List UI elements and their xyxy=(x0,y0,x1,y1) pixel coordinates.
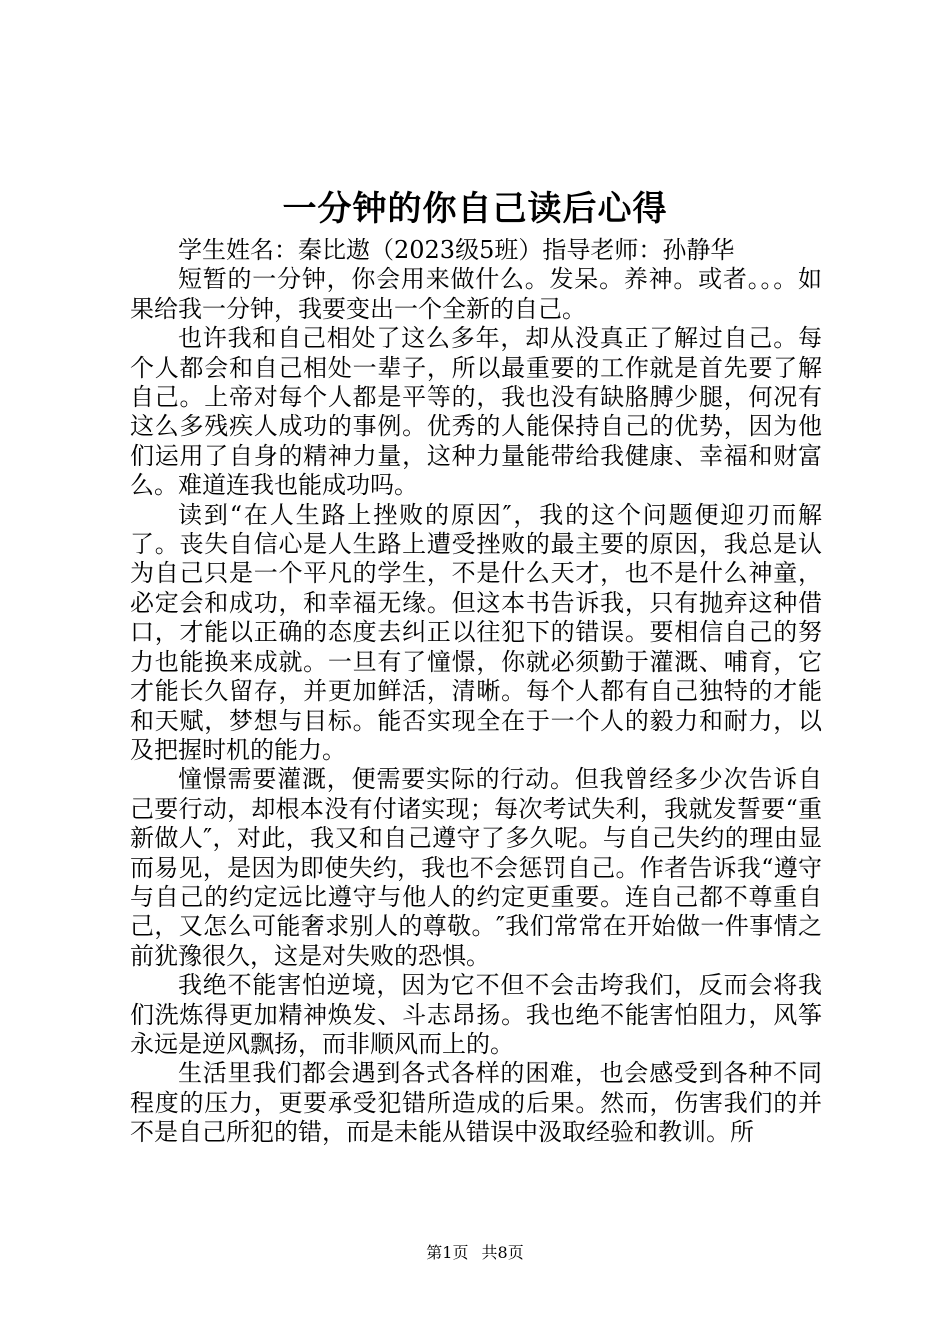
byline: 学生姓名：秦比遨（2023级5班）指导老师：孙静华 xyxy=(178,236,735,264)
document-title: 一分钟的你自己读后心得 xyxy=(282,189,668,229)
page-footer xyxy=(0,1243,950,1263)
paragraph: 短暂的一分钟，你会用来做什么。发呆。养神。或者。。。如果给我一分钟，我要变出一个全新的自己。 xyxy=(130,265,822,323)
paragraph: 读到“在人生路上挫败的原因″，我的这个问题便迎刃而解了。丧失自信心是人生路上遭受挫败的最主要的原因，我总是认为自己只是一个平凡的学生，不是什么天才，也不是什么神童，必定会和成功，和幸福无缘。但这本书告诉我，只有抛弃这种借口，才能以正确的态度去纠正以往犯下的错误。要相信自己的努力也能换来成就。一旦有了憧憬，你就必须勤于灌溉、哺育，它才能长久留存，并更加鲜活，清晰。每个人都有自己独特的才能和天赋，梦想与目标。能否实现全在于一个人的毅力和耐力，以及把握时机的能力。 xyxy=(130,500,822,764)
paragraph: 我绝不能害怕逆境，因为它不但不会击垮我们，反而会将我们洗炼得更加精神焕发、斗志昂扬。我也绝不能害怕阻力，风筝永远是逆风飘扬，而非顺风而上的。 xyxy=(130,971,822,1058)
paragraph: 生活里我们都会遇到各式各样的困难，也会感受到各种不同程度的压力，更要承受犯错所造成的后果。然而，伤害我们的并不是自己所犯的错，而是未能从错误中汲取经验和教训。所 xyxy=(130,1059,822,1147)
document-body xyxy=(130,236,822,1148)
page-total: 共8页 xyxy=(481,1243,524,1262)
paragraph: 憧憬需要灌溉，便需要实际的行动。但我曾经多少次告诉自己要行动，却根本没有付诸实现；每次考试失利，我就发誓要“重新做人″，对此，我又和自己遵守了多久呢。与自己失约的理由显而易见，是因为即使失约，我也不会惩罚自己。作者告诉我“遵守与自己的约定远比遵守与他人的约定更重要。连自己都不尊重自己，又怎么可能奢求别人的尊敬。″我们常常在开始做一件事情之前犹豫很久，这是对失败的恐惧。 xyxy=(130,765,822,970)
paragraph: 也许我和自己相处了这么多年，却从没真正了解过自己。每个人都会和自己相处一辈子，所以最重要的工作就是首先要了解自己。上帝对每个人都是平等的，我也没有缺胳膊少腿，何况有这么多残疾人成功的事例。优秀的人能保持自己的优势，因为他们运用了自身的精神力量，这种力量能带给我健康、幸福和财富么。难道连我也能成功吗。 xyxy=(130,324,822,500)
page-number: 第1页 xyxy=(426,1243,469,1262)
